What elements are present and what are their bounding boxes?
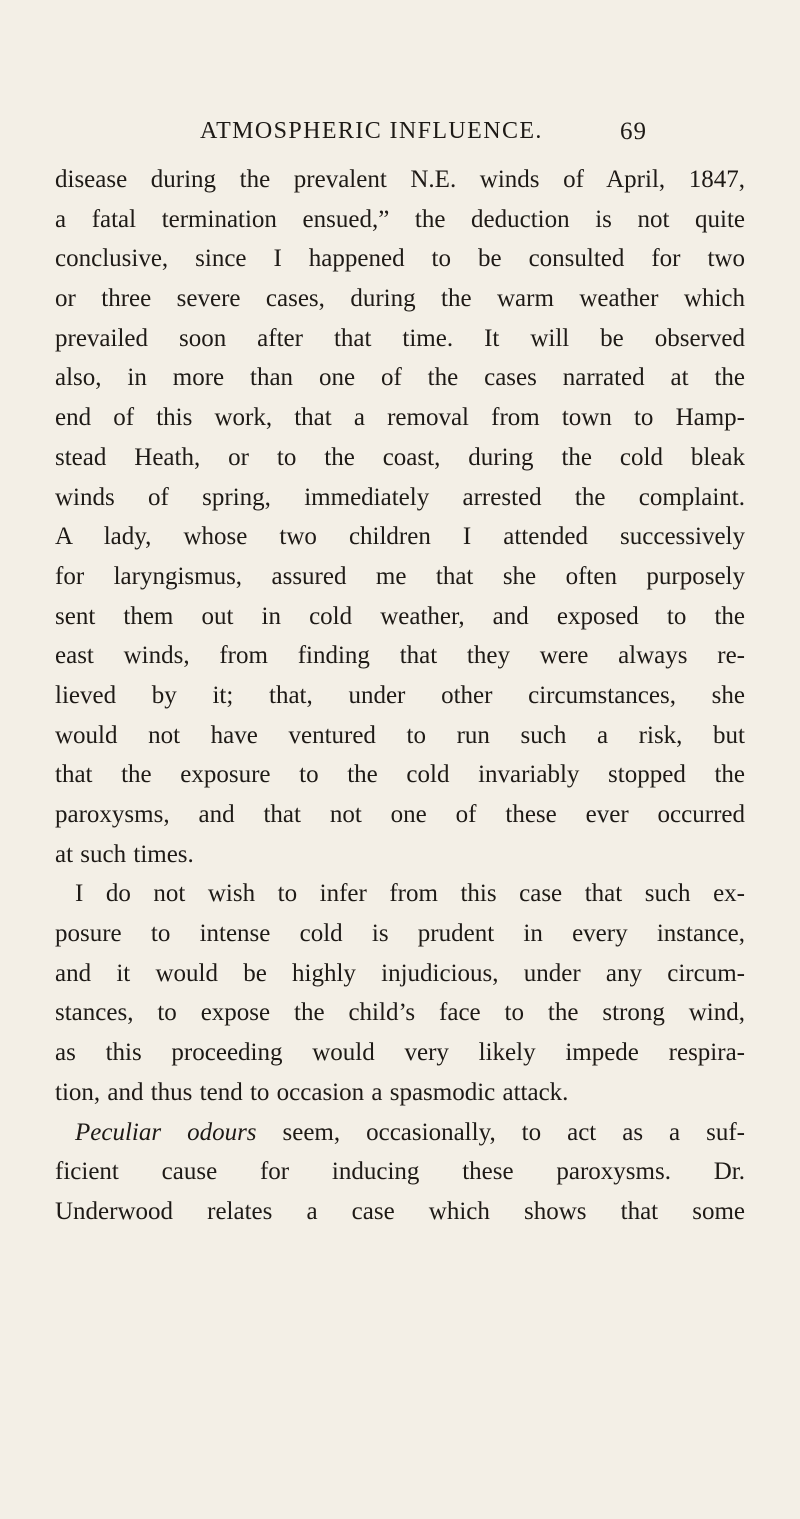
paragraph-end-line: at such times. bbox=[55, 840, 194, 868]
page-number: 69 bbox=[620, 118, 647, 145]
text-line: and it would be highly injudicious, under any circum- bbox=[55, 959, 745, 987]
text-line: winds of spring, immediately arrested the complaint. bbox=[55, 483, 745, 511]
text-line: or three severe cases, during the warm weather which bbox=[55, 285, 745, 313]
text-line: end of this work, that a removal from town to Hamp- bbox=[55, 404, 745, 432]
text-line: also, in more than one of the cases narrated at the bbox=[55, 364, 745, 392]
text-line: A lady, whose two children I attended successively bbox=[55, 523, 745, 551]
running-head: ATMOSPHERIC INFLUENCE. bbox=[200, 118, 543, 144]
text-line: as this proceeding would very likely impede respira- bbox=[55, 1039, 745, 1067]
body-text bbox=[55, 160, 745, 1232]
text-line: lieved by it; that, under other circumstances, she bbox=[55, 681, 745, 709]
text-line: Underwood relates a case which shows that some bbox=[55, 1197, 745, 1225]
text-line: east winds, from finding that they were always re- bbox=[55, 642, 745, 670]
text-line: ficient cause for inducing these paroxysms. Dr. bbox=[55, 1158, 745, 1186]
paragraph-start-line bbox=[55, 1113, 745, 1153]
text-line: conclusive, since I happened to be consulted for two bbox=[55, 245, 745, 273]
text-line: stances, to expose the child’s face to the strong wind, bbox=[55, 999, 745, 1027]
text-line: posure to intense cold is prudent in every instance, bbox=[55, 920, 745, 948]
text-line: stead Heath, or to the coast, during the cold bleak bbox=[55, 443, 745, 471]
paragraph-start-line: I do not wish to infer from this case that such ex- bbox=[75, 880, 745, 908]
paragraph-end-line: tion, and thus tend to occasion a spasmodic attack. bbox=[55, 1078, 569, 1106]
italic-phrase: Peculiar odours bbox=[75, 1118, 257, 1146]
text-line: for laryngismus, assured me that she often purposely bbox=[55, 562, 745, 590]
text-line: that the exposure to the cold invariably stopped the bbox=[55, 761, 745, 789]
text-line: disease during the prevalent N.E. winds of April, 1847, bbox=[55, 166, 745, 193]
text-line: sent them out in cold weather, and exposed to the bbox=[55, 602, 745, 630]
text-line: paroxysms, and that not one of these ever occurred bbox=[55, 801, 745, 828]
page-header bbox=[0, 118, 800, 152]
text-line: would not have ventured to run such a risk, but bbox=[55, 721, 745, 749]
text-line: a fatal termination ensued,” the deduction is not quite bbox=[55, 205, 745, 233]
text-line-rest: seem, occasionally, to act as a suf- bbox=[282, 1118, 745, 1146]
text-line: prevailed soon after that time. It will be observed bbox=[55, 324, 745, 352]
